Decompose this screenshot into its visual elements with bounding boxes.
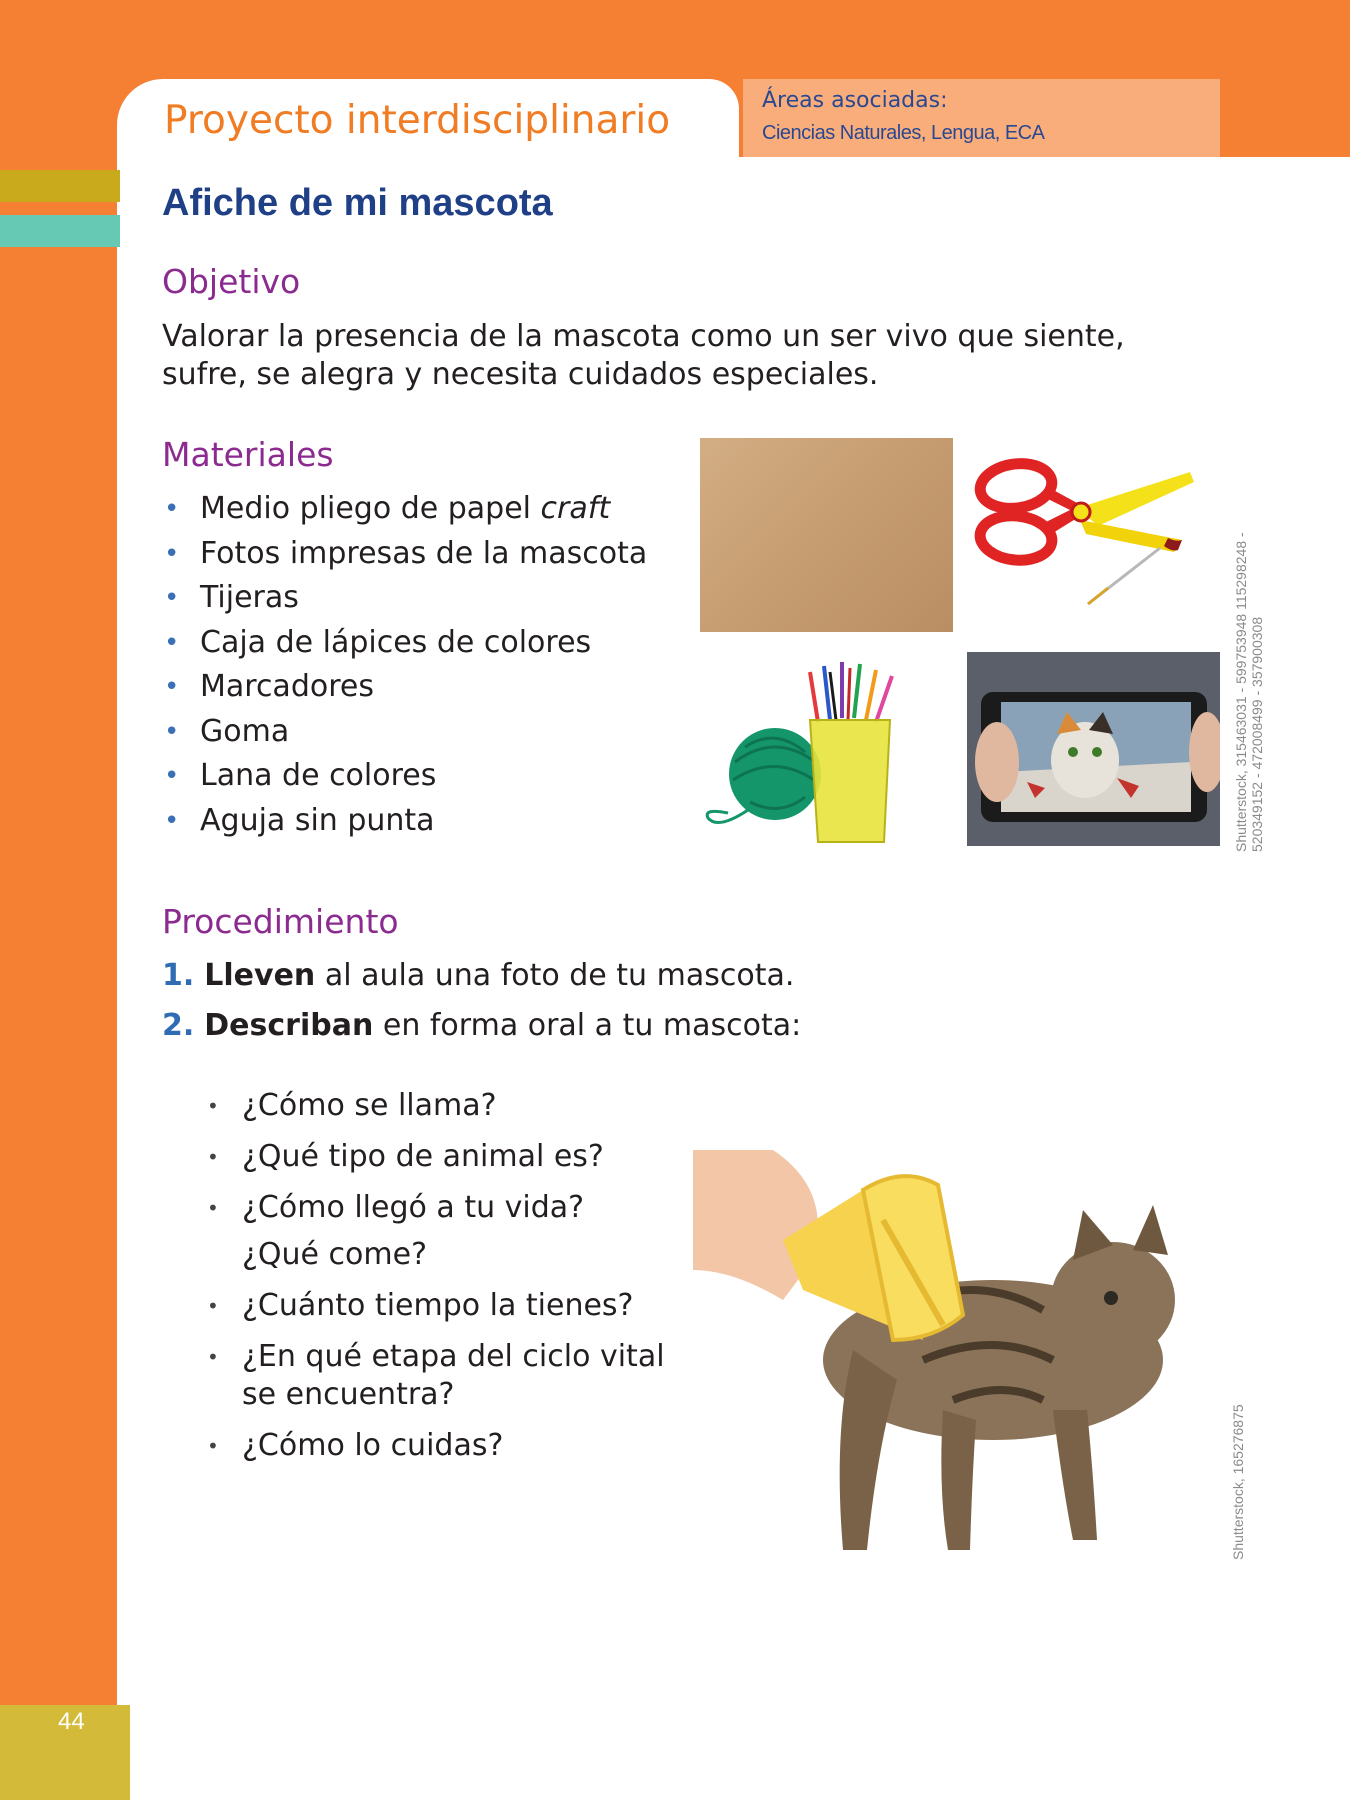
list-item: • ¿Cómo lo cuidas? — [205, 1427, 682, 1465]
materiales-heading: Materiales — [162, 435, 334, 474]
list-item: • ¿Cómo se llama? — [205, 1087, 682, 1125]
kitten-brush-image — [693, 1150, 1208, 1580]
procedimiento-heading: Procedimiento — [162, 902, 399, 941]
list-item: • Lana de colores — [162, 754, 647, 799]
decorative-teal-stripe — [0, 215, 120, 247]
list-item: ¿Qué come? — [242, 1237, 427, 1272]
list-item: • ¿Cómo llegó a tu vida? — [205, 1189, 682, 1227]
list-item: • Marcadores — [162, 665, 647, 710]
craft-paper-image — [700, 438, 953, 632]
photo-credit-materiales: Shutterstock, 315463031 - 599753948 115298248 - 520349152 - 472008499 - 357900308 — [1233, 532, 1265, 852]
page-title: Afiche de mi mascota — [162, 182, 553, 224]
step-item: 1. Lleven al aula una foto de tu mascota. — [162, 958, 795, 993]
areas-label: Áreas asociadas: — [762, 88, 948, 113]
page-number: 44 — [58, 1708, 85, 1735]
list-item: • Goma — [162, 710, 647, 755]
list-item: • Tijeras — [162, 576, 647, 621]
yarn-pencils-image — [700, 652, 953, 846]
header-title: Proyecto interdisciplinario — [164, 98, 671, 143]
procedimiento-steps — [162, 955, 801, 1055]
emphasized-word: craft — [540, 491, 611, 526]
list-item: • Fotos impresas de la mascota — [162, 532, 647, 577]
phone-cat-photo-image — [967, 652, 1220, 846]
step-item: 2. Describan en forma oral a tu mascota: — [162, 1008, 802, 1043]
list-item: • ¿En qué etapa del ciclo vital se encuentra? — [205, 1338, 682, 1414]
left-orange-margin — [0, 157, 117, 1712]
decorative-gold-stripe — [0, 170, 120, 202]
materiales-list — [162, 487, 647, 843]
areas-value: Ciencias Naturales, Lengua, ECA — [762, 122, 1045, 144]
list-item: • ¿Qué tipo de animal es? — [205, 1138, 682, 1176]
photo-credit-kitten: Shutterstock, 165276875 — [1230, 1404, 1246, 1560]
list-item: • Aguja sin punta — [162, 799, 647, 844]
list-item: • Caja de lápices de colores — [162, 621, 647, 666]
objetivo-heading: Objetivo — [162, 262, 301, 301]
questions-list — [205, 1087, 682, 1478]
list-item: • Medio pliego de papel craft — [162, 487, 647, 532]
scissors-needle-image — [968, 438, 1210, 632]
list-item: • ¿Cuánto tiempo la tienes? — [205, 1287, 682, 1325]
objetivo-text: Valorar la presencia de la mascota como un ser vivo que siente, sufre, se alegra y necesita cuidados especiales. — [162, 319, 1125, 392]
